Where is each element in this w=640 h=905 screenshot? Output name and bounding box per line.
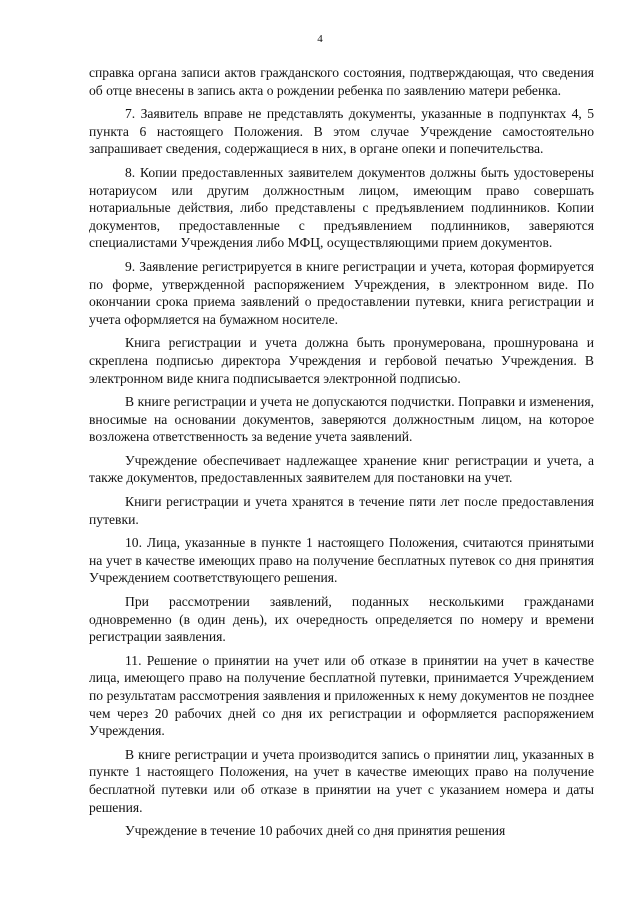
paragraph-item-10: 10. Лица, указанные в пункте 1 настоящего Положения, считаются принятыми на учет в качестве имеющих право на получение бесплатных путевок со дня принятия Учреждением соответствующего решения. bbox=[89, 535, 594, 586]
paragraph-book-storage: Учреждение обеспечивает надлежащее хранение книг регистрации и учета, а также документов, предоставленных заявителем для постановки на учет. bbox=[89, 452, 594, 486]
paragraph-item-8: 8. Копии предоставленных заявителем документов должны быть удостоверены нотариусом или другим должностным лицом, имеющим право совершать нотариальные действия, либо представлены с предъявлением подлинников. Копии документов, предоставленные с предъявлением подлинников, заверяются специалистами Учреждения либо МФЦ, осуществляющими прием документов. bbox=[89, 164, 594, 251]
paragraph-order-of-applications: При рассмотрении заявлений, поданных несколькими гражданами одновременно (в один день), их очередность определяется по номеру и времени регистрации заявления. bbox=[89, 594, 594, 645]
paragraph-decision-notice: Учреждение в течение 10 рабочих дней со дня принятия решения bbox=[125, 823, 506, 839]
page-number: 4 bbox=[317, 33, 323, 45]
document-body bbox=[89, 64, 594, 840]
paragraph-continuation: справка органа записи актов гражданского состояния, подтверждающая, что сведения об отце внесены в запись акта о рождении ребенка по заявлению матери ребенка. bbox=[89, 65, 594, 98]
paragraph-book-binding: Книга регистрации и учета должна быть пронумерована, прошнурована и скреплена подписью директора Учреждения и гербовой печатью Учреждения. В электронном виде книга подписывается электронной подписью. bbox=[89, 335, 594, 386]
paragraph-registration-record: В книге регистрации и учета производится запись о принятии лиц, указанных в пункте 1 настоящего Положения, на учет в качестве имеющих право на получение бесплатной путевки или об отказе в принятии на учет с указанием номера и даты решения. bbox=[89, 746, 594, 815]
paragraph-item-7: 7. Заявитель вправе не представлять документы, указанные в подпунктах 4, 5 пункта 6 настоящего Положения. В этом случае Учреждение самостоятельно запрашивает сведения, содержащиеся в них, в органе опеки и попечительства. bbox=[89, 106, 594, 157]
paragraph-item-9: 9. Заявление регистрируется в книге регистрации и учета, которая формируется по форме, утвержденной распоряжением Учреждения, в электронном виде. По окончании срока приема заявлений о предоставлении путевки, книга регистрации и учета оформляется на бумажном носителе. bbox=[89, 258, 594, 327]
paragraph-item-11: 11. Решение о принятии на учет или об отказе в принятии на учет в качестве лица, имеющего право на получение бесплатной путевки, принимается Учреждением по результатам рассмотрения заявления и приложенных к нему документов не позднее чем через 20 рабочих дней со дня их регистрации и оформляется распоряжением Учреждения. bbox=[89, 652, 594, 739]
paragraph-book-corrections: В книге регистрации и учета не допускаются подчистки. Поправки и изменения, вносимые на основании документов, заверяются должностным лицом, на которое возложена ответственность за ведение учета заявлений. bbox=[89, 394, 594, 445]
paragraph-book-retention: Книги регистрации и учета хранятся в течение пяти лет после предоставления путевки. bbox=[89, 494, 594, 527]
